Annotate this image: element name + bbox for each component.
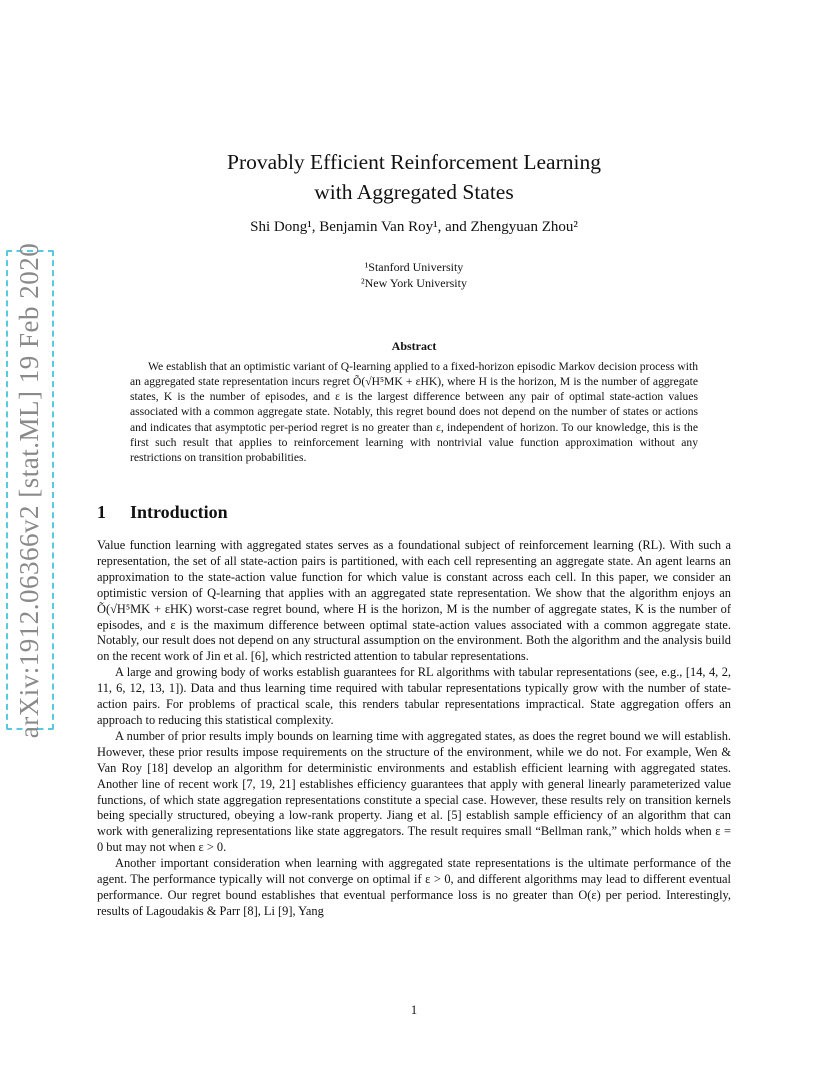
paragraph: Another important consideration when learning with aggregated state representations is the ultimate performance of the agent. The performance typically will not converge on optimal if ε > 0, and different algorithms may lead to different eventual performance. Our regret bound establishes that eventual performance loss is no greater than O(ε) per period. Interestingly, results of Lagoudakis & Parr [8], Li [9], Yang	[97, 856, 731, 918]
affiliation-stanford: ¹Stanford University	[364, 260, 464, 274]
affiliation-nyu: ²New York University	[361, 276, 467, 290]
abstract-text: We establish that an optimistic variant of Q-learning applied to a fixed-horizon episodic Markov decision process with an aggregated state representation incurs regret Õ(√H⁵MK + εHK), where H is the horizon, M is the number of aggregate states, K is the number of episodes, and ε is the largest difference between any pair of optimal state-action values associated with a common aggregate state. Notably, this regret bound does not depend on the number of states or actions and indicates that asymptotic per-period regret is no greater than ε, independent of horizon. To our knowledge, this is the first such result that applies to reinforcement learning with nontrivial value function approximation without any restrictions on transition probabilities.	[130, 360, 698, 464]
introduction-body	[97, 538, 731, 920]
affiliations	[0, 259, 828, 291]
title-line-1: Provably Efficient Reinforcement Learning	[227, 150, 601, 174]
arxiv-identifier: arXiv:1912.06366v2 [stat.ML] 19 Feb 2020	[14, 242, 45, 738]
abstract	[130, 359, 698, 465]
page-number: 1	[410, 1003, 418, 1017]
paragraph: A number of prior results imply bounds on learning time with aggregated states, as does the regret bound we will establish. However, these prior results impose requirements on the structure of the environment, while we do not. For example, Wen & Van Roy [18] develop an algorithm for deterministic environments and establish efficient learning with aggregated states. Another line of recent work [7, 19, 21] establishes efficiency guarantees that apply with general linearly parameterized value functions, of which state aggregation representations constitute a special case. However, these results rely on transition kernels being specially structured, obeying a low-rank property. Jiang et al. [5] establish sample efficiency of an algorithm that can work with generalizing representations like state aggregators. The result requires small “Bellman rank,” which holds when ε = 0 but may not when ε > 0.	[97, 728, 731, 855]
arxiv-identifier-stamp	[6, 242, 54, 738]
abstract-heading: Abstract	[391, 339, 437, 353]
paper-title	[0, 147, 828, 207]
section-number: 1	[97, 502, 106, 522]
author-list: Shi Dong¹, Benjamin Van Roy¹, and Zhengyuan Zhou²	[250, 219, 578, 235]
title-line-2: with Aggregated States	[314, 180, 514, 204]
paragraph: Value function learning with aggregated states serves as a foundational subject of reinforcement learning (RL). With such a representation, the set of all state-action pairs is partitioned, with each cell representing an aggregate state. An agent learns an approximation to the state-action value function for which value is constant across each cell. In this paper, we consider an optimistic version of Q-learning that applies with an aggregated state representation. We show that the algorithm enjoys an Õ(√H⁵MK + εHK) worst-case regret bound, where H is the horizon, M is the number of aggregate states, K is the number of episodes, and ε is the maximum difference between optimal state-action values associated with a common aggregate state. Notably, our result does not depend on any structural assumption on the environment. Both the algorithm and the analysis build on the recent work of Jin et al. [6], which restricted attention to tabular representations.	[97, 538, 731, 664]
paragraph: A large and growing body of works establish guarantees for RL algorithms with tabular representations (see, e.g., [14, 4, 2, 11, 6, 12, 13, 1]). Data and thus learning time required with tabular representations typically grow with the number of state-action pairs. For problems of practical scale, this renders tabular representations impractical. State aggregation offers an approach to reducing this statistical complexity.	[97, 665, 731, 727]
section-title: Introduction	[130, 502, 228, 522]
section-heading	[97, 502, 228, 523]
